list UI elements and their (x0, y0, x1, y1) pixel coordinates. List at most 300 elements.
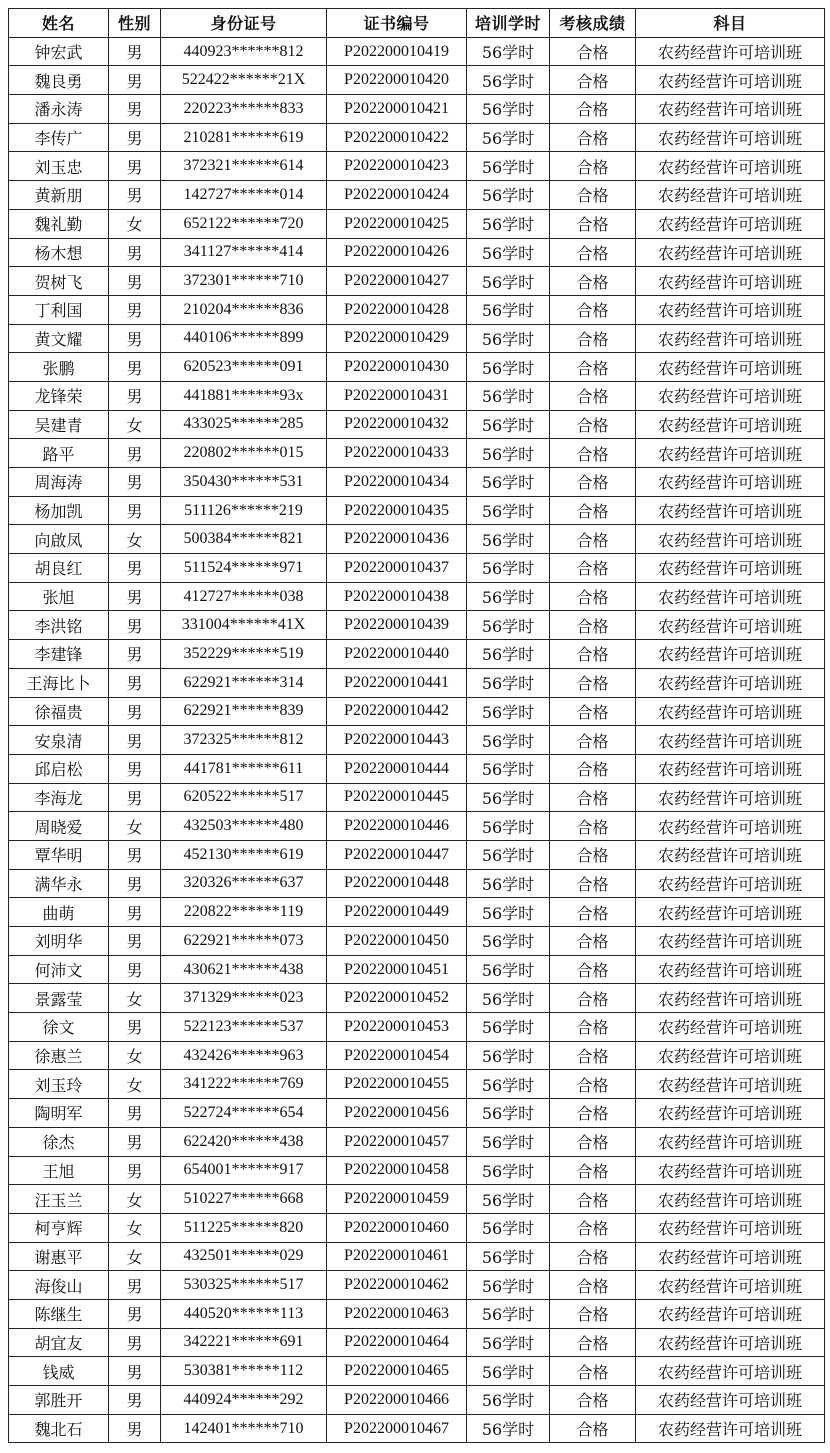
cell-name: 刘明华 (9, 927, 109, 956)
cell-name: 徐福贵 (9, 697, 109, 726)
cell-gender: 男 (109, 381, 161, 410)
cell-hours: 56学时 (467, 898, 550, 927)
cell-hours: 56学时 (467, 1357, 550, 1386)
cell-result: 合格 (550, 525, 636, 554)
cell-id: 622420******438 (161, 1127, 327, 1156)
cell-result: 合格 (550, 554, 636, 583)
cell-id: 441881******93x (161, 381, 327, 410)
cell-id: 511126******219 (161, 496, 327, 525)
cell-name: 覃华明 (9, 840, 109, 869)
cell-name: 杨加凯 (9, 496, 109, 525)
cell-subject: 农药经营许可培训班 (636, 209, 825, 238)
table-row (9, 181, 825, 210)
cell-hours: 56学时 (467, 611, 550, 640)
table-row (9, 381, 825, 410)
cell-subject: 农药经营许可培训班 (636, 1271, 825, 1300)
cell-cert: P202200010437 (327, 554, 467, 583)
cell-gender: 男 (109, 554, 161, 583)
cell-id: 430621******438 (161, 955, 327, 984)
cell-name: 刘玉忠 (9, 152, 109, 181)
header-gender: 性别 (109, 9, 161, 38)
cell-subject: 农药经营许可培训班 (636, 812, 825, 841)
cell-hours: 56学时 (467, 582, 550, 611)
cell-subject: 农药经营许可培训班 (636, 66, 825, 95)
cell-subject: 农药经营许可培训班 (636, 955, 825, 984)
table-row (9, 324, 825, 353)
cell-cert: P202200010433 (327, 439, 467, 468)
cell-name: 刘玉玲 (9, 1070, 109, 1099)
cell-id: 432503******480 (161, 812, 327, 841)
cell-gender: 男 (109, 353, 161, 382)
cell-id: 372325******812 (161, 726, 327, 755)
cell-hours: 56学时 (467, 238, 550, 267)
cell-id: 522724******654 (161, 1099, 327, 1128)
cell-gender: 男 (109, 496, 161, 525)
table-row (9, 496, 825, 525)
cell-subject: 农药经营许可培训班 (636, 927, 825, 956)
cell-hours: 56学时 (467, 726, 550, 755)
cell-subject: 农药经营许可培训班 (636, 869, 825, 898)
cell-id: 620522******517 (161, 783, 327, 812)
cell-result: 合格 (550, 1127, 636, 1156)
cell-name: 何沛文 (9, 955, 109, 984)
table-row (9, 525, 825, 554)
cell-gender: 男 (109, 1414, 161, 1443)
cell-subject: 农药经营许可培训班 (636, 554, 825, 583)
cell-name: 陈继生 (9, 1299, 109, 1328)
cell-id: 220802******015 (161, 439, 327, 468)
cell-subject: 农药经营许可培训班 (636, 1386, 825, 1415)
cell-hours: 56学时 (467, 439, 550, 468)
cell-hours: 56学时 (467, 840, 550, 869)
cell-cert: P202200010460 (327, 1213, 467, 1242)
cell-gender: 男 (109, 1099, 161, 1128)
cell-hours: 56学时 (467, 1328, 550, 1357)
cell-gender: 男 (109, 324, 161, 353)
header-result: 考核成绩 (550, 9, 636, 38)
table-row (9, 554, 825, 583)
cell-subject: 农药经营许可培训班 (636, 525, 825, 554)
cell-hours: 56学时 (467, 1127, 550, 1156)
cell-id: 210281******619 (161, 123, 327, 152)
cell-id: 654001******917 (161, 1156, 327, 1185)
cell-hours: 56学时 (467, 1070, 550, 1099)
cell-gender: 女 (109, 525, 161, 554)
cell-subject: 农药经营许可培训班 (636, 123, 825, 152)
table-row (9, 582, 825, 611)
cell-result: 合格 (550, 1328, 636, 1357)
cell-cert: P202200010459 (327, 1185, 467, 1214)
cell-subject: 农药经营许可培训班 (636, 1013, 825, 1042)
cell-gender: 男 (109, 668, 161, 697)
cell-hours: 56学时 (467, 1013, 550, 1042)
cell-result: 合格 (550, 611, 636, 640)
cell-hours: 56学时 (467, 1213, 550, 1242)
cell-result: 合格 (550, 123, 636, 152)
cell-id: 440924******292 (161, 1386, 327, 1415)
table-row (9, 66, 825, 95)
cell-result: 合格 (550, 1386, 636, 1415)
cell-hours: 56学时 (467, 324, 550, 353)
cell-id: 372301******710 (161, 267, 327, 296)
cell-subject: 农药经营许可培训班 (636, 1299, 825, 1328)
cell-result: 合格 (550, 95, 636, 124)
cell-gender: 男 (109, 640, 161, 669)
cell-result: 合格 (550, 812, 636, 841)
cell-name: 张旭 (9, 582, 109, 611)
cell-cert: P202200010452 (327, 984, 467, 1013)
cell-subject: 农药经营许可培训班 (636, 783, 825, 812)
cell-result: 合格 (550, 1299, 636, 1328)
cell-name: 龙锋荣 (9, 381, 109, 410)
cell-id: 352229******519 (161, 640, 327, 669)
cell-name: 徐杰 (9, 1127, 109, 1156)
header-id: 身份证号 (161, 9, 327, 38)
cell-result: 合格 (550, 898, 636, 927)
cell-hours: 56学时 (467, 984, 550, 1013)
cell-name: 王海比卜 (9, 668, 109, 697)
cell-subject: 农药经营许可培训班 (636, 640, 825, 669)
cell-result: 合格 (550, 496, 636, 525)
cell-subject: 农药经营许可培训班 (636, 181, 825, 210)
cell-cert: P202200010448 (327, 869, 467, 898)
cell-result: 合格 (550, 754, 636, 783)
cell-subject: 农药经营许可培训班 (636, 582, 825, 611)
table-row (9, 295, 825, 324)
table-row (9, 1213, 825, 1242)
table-row (9, 1070, 825, 1099)
cell-subject: 农药经营许可培训班 (636, 410, 825, 439)
cell-hours: 56学时 (467, 468, 550, 497)
cell-name: 张鹏 (9, 353, 109, 382)
cell-subject: 农药经营许可培训班 (636, 496, 825, 525)
cell-id: 510227******668 (161, 1185, 327, 1214)
cell-name: 胡良红 (9, 554, 109, 583)
cell-cert: P202200010421 (327, 95, 467, 124)
cell-hours: 56学时 (467, 1041, 550, 1070)
cell-gender: 男 (109, 1386, 161, 1415)
cell-name: 海俊山 (9, 1271, 109, 1300)
cell-result: 合格 (550, 381, 636, 410)
cell-name: 胡宜友 (9, 1328, 109, 1357)
cell-gender: 男 (109, 238, 161, 267)
cell-cert: P202200010435 (327, 496, 467, 525)
cell-cert: P202200010445 (327, 783, 467, 812)
cell-cert: P202200010420 (327, 66, 467, 95)
cell-cert: P202200010425 (327, 209, 467, 238)
cell-cert: P202200010432 (327, 410, 467, 439)
cell-cert: P202200010463 (327, 1299, 467, 1328)
cell-subject: 农药经营许可培训班 (636, 37, 825, 66)
cell-subject: 农药经营许可培训班 (636, 439, 825, 468)
cell-id: 220223******833 (161, 95, 327, 124)
cell-id: 371329******023 (161, 984, 327, 1013)
cell-cert: P202200010455 (327, 1070, 467, 1099)
table-row (9, 1127, 825, 1156)
cell-subject: 农药经营许可培训班 (636, 1156, 825, 1185)
table-row (9, 1414, 825, 1443)
cell-id: 142401******710 (161, 1414, 327, 1443)
cell-id: 372321******614 (161, 152, 327, 181)
cell-id: 452130******619 (161, 840, 327, 869)
cell-name: 李海龙 (9, 783, 109, 812)
cell-id: 500384******821 (161, 525, 327, 554)
cell-cert: P202200010422 (327, 123, 467, 152)
cell-cert: P202200010461 (327, 1242, 467, 1271)
table-row (9, 840, 825, 869)
cell-id: 341222******769 (161, 1070, 327, 1099)
cell-gender: 男 (109, 611, 161, 640)
table-row (9, 95, 825, 124)
header-name: 姓名 (9, 9, 109, 38)
cell-result: 合格 (550, 1242, 636, 1271)
table-row (9, 439, 825, 468)
header-subject: 科目 (636, 9, 825, 38)
cell-cert: P202200010440 (327, 640, 467, 669)
cell-cert: P202200010442 (327, 697, 467, 726)
cell-cert: P202200010436 (327, 525, 467, 554)
cell-result: 合格 (550, 1041, 636, 1070)
cell-result: 合格 (550, 955, 636, 984)
cell-id: 440923******812 (161, 37, 327, 66)
cell-cert: P202200010429 (327, 324, 467, 353)
table-row (9, 1013, 825, 1042)
header-cert: 证书编号 (327, 9, 467, 38)
cell-gender: 男 (109, 754, 161, 783)
cell-gender: 男 (109, 582, 161, 611)
cell-result: 合格 (550, 238, 636, 267)
table-row (9, 955, 825, 984)
table-row (9, 984, 825, 1013)
cell-name: 杨木想 (9, 238, 109, 267)
cell-hours: 56学时 (467, 410, 550, 439)
cell-id: 331004******41X (161, 611, 327, 640)
cell-gender: 男 (109, 783, 161, 812)
cell-result: 合格 (550, 869, 636, 898)
cell-hours: 56学时 (467, 927, 550, 956)
cell-name: 吴建青 (9, 410, 109, 439)
roster-body (9, 37, 825, 1443)
table-row (9, 209, 825, 238)
cell-gender: 女 (109, 1185, 161, 1214)
cell-hours: 56学时 (467, 37, 550, 66)
table-row (9, 1185, 825, 1214)
cell-result: 合格 (550, 37, 636, 66)
cell-gender: 男 (109, 295, 161, 324)
table-row (9, 37, 825, 66)
table-row (9, 726, 825, 755)
cell-id: 530325******517 (161, 1271, 327, 1300)
table-row (9, 1328, 825, 1357)
header-hours: 培训学时 (467, 9, 550, 38)
cell-subject: 农药经营许可培训班 (636, 1127, 825, 1156)
cell-result: 合格 (550, 1070, 636, 1099)
cell-name: 周晓爱 (9, 812, 109, 841)
cell-cert: P202200010431 (327, 381, 467, 410)
cell-hours: 56学时 (467, 783, 550, 812)
cell-subject: 农药经营许可培训班 (636, 1070, 825, 1099)
table-row (9, 927, 825, 956)
table-row (9, 267, 825, 296)
cell-subject: 农药经营许可培训班 (636, 295, 825, 324)
cell-id: 511225******820 (161, 1213, 327, 1242)
cell-id: 320326******637 (161, 869, 327, 898)
cell-result: 合格 (550, 66, 636, 95)
cell-name: 丁利国 (9, 295, 109, 324)
cell-gender: 男 (109, 898, 161, 927)
cell-subject: 农药经营许可培训班 (636, 267, 825, 296)
table-row (9, 812, 825, 841)
cell-name: 柯亨辉 (9, 1213, 109, 1242)
cell-hours: 56学时 (467, 209, 550, 238)
cell-gender: 男 (109, 1357, 161, 1386)
cell-cert: P202200010447 (327, 840, 467, 869)
table-row (9, 1357, 825, 1386)
cell-gender: 男 (109, 869, 161, 898)
cell-gender: 男 (109, 927, 161, 956)
cell-subject: 农药经营许可培训班 (636, 697, 825, 726)
cell-result: 合格 (550, 668, 636, 697)
cell-result: 合格 (550, 209, 636, 238)
cell-name: 钱威 (9, 1357, 109, 1386)
cell-hours: 56学时 (467, 554, 550, 583)
cell-result: 合格 (550, 984, 636, 1013)
cell-name: 路平 (9, 439, 109, 468)
cell-hours: 56学时 (467, 152, 550, 181)
cell-result: 合格 (550, 640, 636, 669)
cell-subject: 农药经营许可培训班 (636, 611, 825, 640)
cell-result: 合格 (550, 1414, 636, 1443)
cell-hours: 56学时 (467, 1386, 550, 1415)
cell-subject: 农药经营许可培训班 (636, 668, 825, 697)
cell-cert: P202200010434 (327, 468, 467, 497)
cell-subject: 农药经营许可培训班 (636, 840, 825, 869)
cell-cert: P202200010439 (327, 611, 467, 640)
cell-cert: P202200010438 (327, 582, 467, 611)
cell-subject: 农药经营许可培训班 (636, 984, 825, 1013)
cell-gender: 男 (109, 123, 161, 152)
cell-gender: 女 (109, 1242, 161, 1271)
cell-id: 622921******314 (161, 668, 327, 697)
cell-name: 黄文耀 (9, 324, 109, 353)
cell-result: 合格 (550, 267, 636, 296)
cell-name: 李洪铭 (9, 611, 109, 640)
cell-cert: P202200010451 (327, 955, 467, 984)
cell-gender: 男 (109, 181, 161, 210)
table-row (9, 1386, 825, 1415)
cell-subject: 农药经营许可培训班 (636, 324, 825, 353)
cell-gender: 男 (109, 697, 161, 726)
cell-hours: 56学时 (467, 66, 550, 95)
cell-id: 350430******531 (161, 468, 327, 497)
cell-cert: P202200010441 (327, 668, 467, 697)
cell-hours: 56学时 (467, 267, 550, 296)
cell-cert: P202200010427 (327, 267, 467, 296)
table-row (9, 152, 825, 181)
cell-result: 合格 (550, 152, 636, 181)
cell-subject: 农药经营许可培训班 (636, 1099, 825, 1128)
cell-result: 合格 (550, 1099, 636, 1128)
cell-result: 合格 (550, 1357, 636, 1386)
cell-gender: 女 (109, 984, 161, 1013)
cell-result: 合格 (550, 410, 636, 439)
cell-hours: 56学时 (467, 1242, 550, 1271)
cell-hours: 56学时 (467, 754, 550, 783)
cell-cert: P202200010458 (327, 1156, 467, 1185)
table-row (9, 668, 825, 697)
cell-subject: 农药经营许可培训班 (636, 381, 825, 410)
cell-result: 合格 (550, 295, 636, 324)
cell-result: 合格 (550, 181, 636, 210)
table-row (9, 1156, 825, 1185)
cell-id: 522422******21X (161, 66, 327, 95)
cell-id: 220822******119 (161, 898, 327, 927)
cell-cert: P202200010446 (327, 812, 467, 841)
table-row (9, 468, 825, 497)
cell-id: 441781******611 (161, 754, 327, 783)
cell-cert: P202200010423 (327, 152, 467, 181)
cell-cert: P202200010428 (327, 295, 467, 324)
table-row (9, 1271, 825, 1300)
cell-hours: 56学时 (467, 1414, 550, 1443)
cell-subject: 农药经营许可培训班 (636, 726, 825, 755)
cell-hours: 56学时 (467, 496, 550, 525)
cell-name: 邱启松 (9, 754, 109, 783)
cell-subject: 农药经营许可培训班 (636, 1414, 825, 1443)
cell-cert: P202200010467 (327, 1414, 467, 1443)
cell-gender: 男 (109, 955, 161, 984)
table-row (9, 1242, 825, 1271)
cell-subject: 农药经营许可培训班 (636, 95, 825, 124)
cell-hours: 56学时 (467, 353, 550, 382)
cell-gender: 男 (109, 439, 161, 468)
cell-name: 安泉清 (9, 726, 109, 755)
cell-cert: P202200010419 (327, 37, 467, 66)
cell-cert: P202200010426 (327, 238, 467, 267)
cell-gender: 男 (109, 840, 161, 869)
cell-result: 合格 (550, 927, 636, 956)
table-row (9, 898, 825, 927)
cell-gender: 男 (109, 37, 161, 66)
cell-gender: 男 (109, 95, 161, 124)
cell-hours: 56学时 (467, 955, 550, 984)
table-row (9, 783, 825, 812)
cell-hours: 56学时 (467, 181, 550, 210)
cell-name: 王旭 (9, 1156, 109, 1185)
cell-result: 合格 (550, 1185, 636, 1214)
cell-gender: 女 (109, 1213, 161, 1242)
cell-name: 徐惠兰 (9, 1041, 109, 1070)
cell-gender: 女 (109, 410, 161, 439)
cell-subject: 农药经营许可培训班 (636, 1213, 825, 1242)
cell-hours: 56学时 (467, 381, 550, 410)
cell-name: 魏礼勤 (9, 209, 109, 238)
cell-result: 合格 (550, 439, 636, 468)
cell-name: 钟宏武 (9, 37, 109, 66)
header-row (9, 9, 825, 38)
table-row (9, 1041, 825, 1070)
cell-gender: 男 (109, 1127, 161, 1156)
cell-cert: P202200010466 (327, 1386, 467, 1415)
cell-gender: 女 (109, 209, 161, 238)
cell-id: 622921******839 (161, 697, 327, 726)
cell-gender: 男 (109, 1328, 161, 1357)
cell-name: 曲萌 (9, 898, 109, 927)
cell-id: 620523******091 (161, 353, 327, 382)
cell-id: 622921******073 (161, 927, 327, 956)
cell-id: 432501******029 (161, 1242, 327, 1271)
cell-gender: 女 (109, 812, 161, 841)
